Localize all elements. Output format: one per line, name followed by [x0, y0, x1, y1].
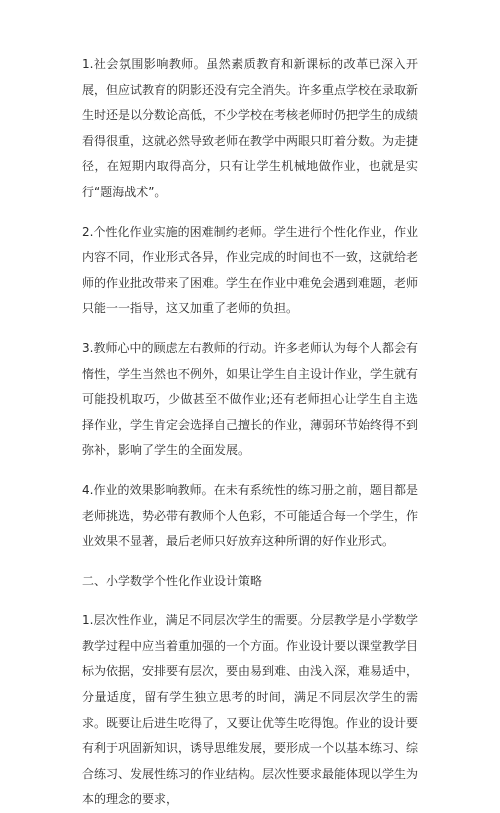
- paragraph-layered-homework: 1.层次性作业，满足不同层次学生的需要。分层教学是小学数学教学过程中应当着重加强的一个方面。作业设计要以课堂教学目标为依据，安排要有层次，要由易到难、由浅入深，难易适中，分量适度，留有学生独立思考的时间，满足不同层次学生的需求。既要让后进生吃得了，又要让优等生吃得饱。作业的设计要有利于巩固新知识，诱导思维发展，要形成一个以基本练习、综合练习、发展性练习的作业结构。层次性要求最能体现以学生为本的理念的要求，: [82, 613, 419, 807]
- paragraph-implementation-difficulty: 2.个性化作业实施的困难制约老师。学生进行个性化作业，作业内容不同，作业形式各异，作业完成的时间也不一致，这就给老师的作业批改带来了困难。学生在作业中难免会遇到难题，老师只能一一指导，这又加重了老师的负担。: [82, 224, 419, 316]
- paragraph-homework-effect: 4.作业的效果影响教师。在未有系统性的练习册之前，题目都是老师挑选，势必带有教师个人色彩，不可能适合每一个学生，作业效果不显著，最后老师只好放弃这种所谓的好作业形式。: [82, 482, 419, 549]
- section-heading: 二、小学数学个性化作业设计策略: [82, 573, 263, 588]
- paragraph-social-atmosphere: 1.社会氛围影响教师。虽然素质教育和新课标的改革已深入开展，但应试教育的阴影还没有完全消失。许多重点学校在录取新生时还是以分数论高低，不少学校在考核老师时仍把学生的成绩看得很重，这就必然导致老师在教学中两眼只盯着分数。为走捷径，在短期内取得高分，只有让学生机械地做作业，也就是实行“题海战术”。: [82, 57, 419, 199]
- paragraph-teacher-concerns: 3.教师心中的顾虑左右教师的行动。许多老师认为每个人都会有惰性，学生当然也不例外，如果让学生自主设计作业，学生就有可能投机取巧，少做甚至不做作业;还有老师担心让学生自主选择作业，学生肯定会选择自己擅长的作业，薄弱环节始终得不到弥补，影响了学生的全面发展。: [82, 340, 419, 458]
